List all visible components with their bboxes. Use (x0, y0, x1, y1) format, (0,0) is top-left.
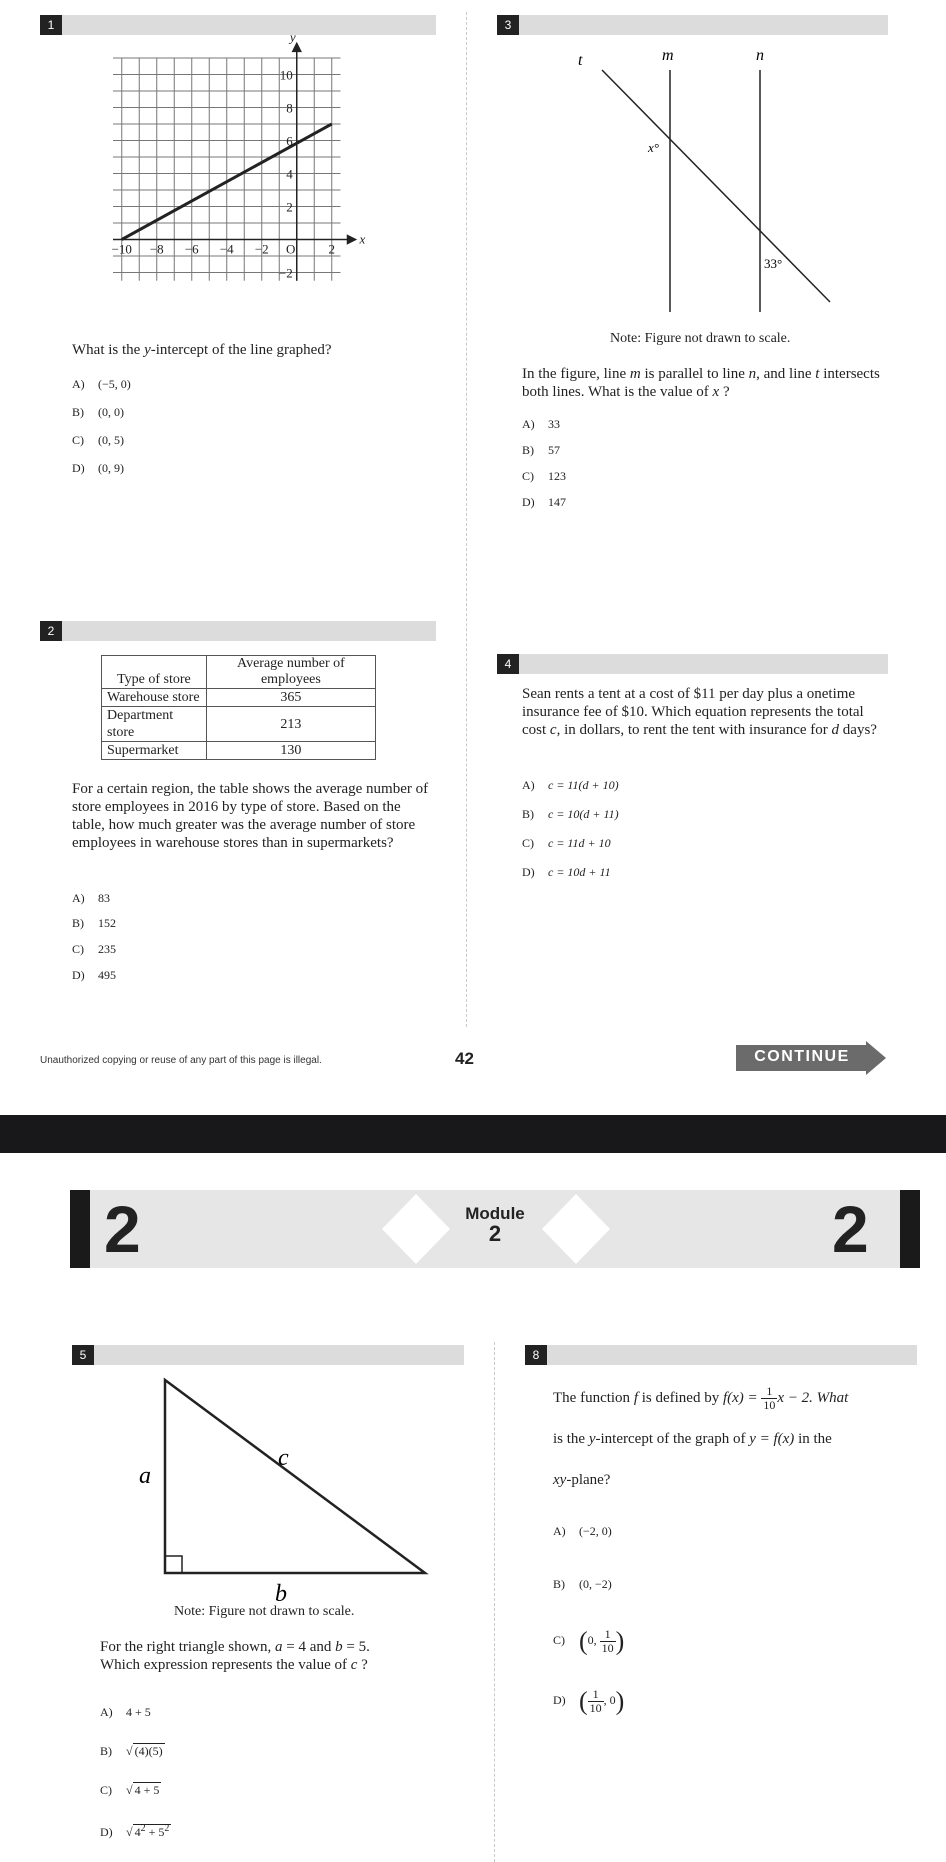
x-tick-label: −10 (111, 241, 132, 257)
choice-c[interactable]: C) √ 4 + 5 (100, 1783, 160, 1797)
q5-prompt-line-1: For the right triangle shown, a = 4 and b = 5. (100, 1639, 370, 1655)
question-8-header (525, 1345, 917, 1365)
question-2-header (40, 621, 436, 641)
module-number: 2 (488, 1221, 502, 1246)
banner-right-number: 2 (832, 1192, 869, 1266)
choice-a[interactable]: A) c = 11(d + 10) (522, 778, 619, 792)
table-header: Type of store (102, 656, 207, 689)
q3-parallel-lines-figure (560, 40, 850, 320)
x-tick-label: O (286, 241, 296, 257)
y-tick-label: 6 (286, 133, 293, 149)
question-3-header (497, 15, 888, 35)
choice-a[interactable]: A) 4 + 5 (100, 1705, 151, 1719)
choice-b[interactable]: B) √ (4)(5) (100, 1744, 163, 1758)
question-number: 1 (40, 15, 62, 35)
q8-prompt-line-3: xy-plane? (553, 1472, 611, 1488)
table-cell: 213 (206, 707, 375, 742)
right-diamond-shape (542, 1194, 610, 1264)
choice-d[interactable]: D) (0, 9) (72, 461, 124, 475)
continue-label: CONTINUE (754, 1048, 850, 1065)
y-axis-label: y (289, 29, 296, 45)
radical-sign: √ (126, 1783, 133, 1797)
choice-d[interactable]: D) √ $4^2 + 5^2$ (100, 1823, 170, 1839)
y-tick-label: 2 (286, 199, 293, 215)
x-tick-label: 2 (328, 241, 335, 257)
question-1-header (40, 15, 436, 35)
choice-d[interactable]: D) c = 10d + 11 (522, 865, 611, 879)
triangle-shape (165, 1380, 425, 1573)
choice-c[interactable]: C) 123 (522, 469, 566, 483)
table-cell: 365 (206, 689, 375, 707)
fraction: $\frac{1}{10}$ (589, 1686, 602, 1715)
choice-b[interactable]: B) (0, 0) (72, 405, 124, 419)
choice-d[interactable]: D) 495 (72, 968, 116, 982)
side-c-label: c (278, 1445, 289, 1471)
radical-sign: √ (126, 1825, 133, 1839)
page-number: 42 (455, 1049, 474, 1068)
module-title (445, 1204, 545, 1244)
choice-d[interactable]: D) 147 (522, 495, 566, 509)
choice-b[interactable]: B) 57 (522, 443, 560, 457)
table-cell: Warehouse store (102, 689, 207, 707)
module-label: Module (465, 1204, 525, 1223)
fraction: $\frac{1}{10}$ (763, 1384, 776, 1413)
store-employees-table (101, 655, 376, 760)
label-t: t (578, 52, 583, 69)
q3-prompt: In the figure, line m is parallel to line n, and line t intersects both lines. What is the value of x ? (522, 366, 880, 400)
table-row (102, 689, 376, 707)
choice-a[interactable]: A) 33 (522, 417, 560, 431)
table-row (102, 707, 376, 742)
question-number: 8 (525, 1345, 547, 1365)
left-paren: ( (579, 1686, 588, 1716)
choice-a[interactable]: A) 83 (72, 891, 110, 905)
side-a-label: a (139, 1463, 151, 1489)
x-tick-label: −4 (219, 241, 234, 257)
banner-right-bar (900, 1190, 920, 1268)
module-banner (70, 1190, 920, 1268)
choice-a[interactable]: A) (−5, 0) (72, 377, 131, 391)
legal-notice: Unauthorized copying or reuse of any part of this page is illegal. (40, 1055, 322, 1066)
banner-left-number: 2 (104, 1192, 141, 1266)
left-paren: ( (579, 1626, 588, 1656)
y-tick-label: 8 (286, 100, 293, 116)
question-4-header (497, 654, 888, 674)
x-axis-arrow (348, 236, 356, 244)
angle-x-label: x° (648, 140, 659, 155)
y-tick-label: 10 (279, 67, 293, 83)
left-diamond-shape (382, 1194, 450, 1264)
y-tick-label: −2 (278, 265, 293, 281)
q1-prompt: What is the y-intercept of the line graphed? (72, 342, 332, 358)
x-tick-label: −2 (254, 241, 269, 257)
label-n: n (756, 47, 764, 64)
question-number: 4 (497, 654, 519, 674)
choice-c[interactable]: C) (0, 5) (72, 433, 124, 447)
question-number: 2 (40, 621, 62, 641)
table-header-row (102, 656, 376, 689)
q2-prompt: For a certain region, the table shows the average number of store employees in 2016 by type of store. Based on the table, how much greater was the average number of store employees in warehouse stores than in supermarkets? (72, 781, 429, 851)
y-axis-arrow (293, 43, 301, 51)
page-module-2 (0, 1300, 946, 1855)
table-cell: 130 (206, 742, 375, 760)
choice-c[interactable]: C) 235 (72, 942, 116, 956)
choice-b[interactable]: B) c = 10(d + 11) (522, 807, 619, 821)
x-tick-label: −6 (184, 241, 199, 257)
q8-prompt-line-2: is the y-intercept of the graph of y = f(x) in the (553, 1431, 832, 1447)
choice-c[interactable]: C) (0, $\frac{1}{10}$ ) (553, 1626, 625, 1656)
page-separator (0, 1115, 946, 1153)
choice-c[interactable]: C) c = 11d + 10 (522, 836, 611, 850)
table-cell: Department store (102, 707, 207, 742)
side-b-label: b (275, 1581, 287, 1607)
choice-d[interactable]: D) ( $\frac{1}{10}$ , 0) (553, 1686, 625, 1716)
y-tick-label: 4 (286, 166, 293, 182)
label-m: m (662, 47, 674, 64)
table-header: Average number of employees (206, 656, 375, 689)
q1-coordinate-graph (105, 29, 405, 330)
fraction: $\frac{1}{10}$ (601, 1626, 614, 1655)
q8-prompt-line-1: The function f is defined by f(x) = $\frac{1}{10}$ x − 2. What (553, 1384, 849, 1413)
continue-button[interactable] (736, 1041, 886, 1075)
banner-left-bar (70, 1190, 90, 1268)
choice-b[interactable]: B) 152 (72, 916, 116, 930)
angle-33-label: 33° (764, 256, 783, 271)
right-angle-marker (165, 1556, 182, 1573)
radical-sign: √ (126, 1744, 133, 1758)
right-paren: ) (615, 1626, 625, 1656)
column-divider (494, 1342, 495, 1862)
q5-prompt (100, 1638, 460, 1674)
question-number: 3 (497, 15, 519, 35)
q3-figure-note: Note: Figure not drawn to scale. (610, 331, 791, 346)
table-cell: Supermarket (102, 742, 207, 760)
right-paren: ) (615, 1686, 625, 1716)
question-number: 5 (72, 1345, 94, 1365)
question-5-header (72, 1345, 464, 1365)
choice-b[interactable]: B) (0, −2) (553, 1577, 612, 1591)
q5-prompt-line-2: Which expression represents the value of c ? (100, 1657, 368, 1673)
x-tick-label: −8 (149, 241, 164, 257)
x-axis-label: x (359, 231, 366, 247)
table-row (102, 742, 376, 760)
q4-prompt: Sean rents a tent at a cost of $11 per day plus a onetime insurance fee of $10. Which equation represents the total cost c, in dollars, to rent the tent with insurance for d days? (522, 686, 877, 738)
q5-figure-note: Note: Figure not drawn to scale. (174, 1604, 355, 1619)
line-t (602, 70, 830, 302)
q5-right-triangle-figure (125, 1375, 445, 1605)
column-divider (466, 12, 467, 1027)
choice-a[interactable]: A) (−2, 0) (553, 1524, 612, 1538)
